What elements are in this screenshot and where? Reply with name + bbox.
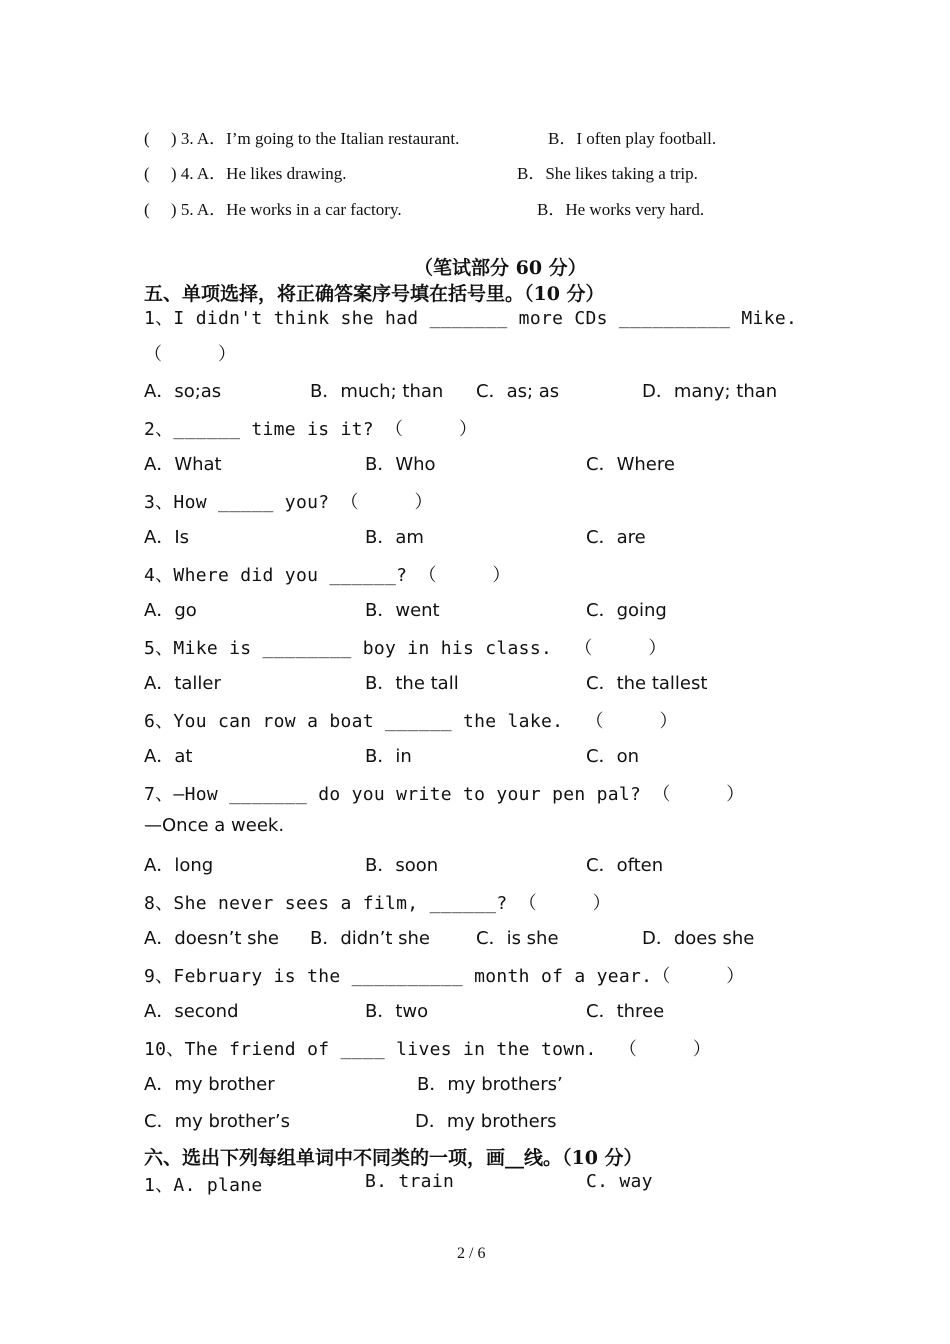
question-2: 2、______ time is it? （ ） — [144, 419, 478, 440]
question-6: 6、You can row a boat ______ the lake. （ ） — [144, 711, 678, 732]
q2-option-c: C．Where — [586, 454, 675, 475]
s6-q1-option-c: C. way — [586, 1171, 653, 1192]
section5-title: 五、单项选择，将正确答案序号填在括号里。（10 分） — [144, 283, 605, 305]
q1-option-c: C．as; as — [476, 381, 560, 402]
q5-option-c: C．the tallest — [586, 673, 708, 694]
q1-option-b: B．much; than — [310, 381, 444, 402]
q3-option-c: C．are — [586, 527, 646, 548]
listening-item-3-b: B．I often play football. — [548, 129, 717, 148]
q4-option-c: C．going — [586, 600, 667, 621]
q1-option-d: D．many; than — [642, 381, 778, 402]
question-4: 4、Where did you ______? （ ） — [144, 565, 511, 586]
s6-q1-option-b: B. train — [365, 1171, 455, 1192]
q9-option-b: B．two — [365, 1001, 429, 1022]
page-number: 2 / 6 — [457, 1245, 486, 1262]
q10-option-c: C．my brother’s — [144, 1111, 290, 1132]
q7-option-b: B．soon — [365, 855, 439, 876]
question-9: 9、February is the __________ month of a year.（ ） — [144, 966, 745, 987]
question-8: 8、She never sees a film, ______? （ ） — [144, 893, 611, 914]
q6-option-a: A．at — [144, 746, 193, 767]
q9-option-c: C．three — [586, 1001, 665, 1022]
question-3: 3、How _____ you? （ ） — [144, 492, 433, 513]
q4-option-a: A．go — [144, 600, 197, 621]
q10-option-d: D．my brothers — [415, 1111, 557, 1132]
q7-option-c: C．often — [586, 855, 664, 876]
q2-option-b: B．Who — [365, 454, 436, 475]
question-7: 7、—How _______ do you write to your pen pal? （ ） — [144, 784, 745, 805]
s6-q1-option-a: 1、A. plane — [144, 1175, 263, 1196]
q10-option-b: B．my brothers’ — [417, 1074, 563, 1095]
question-1-paren: （ ） — [144, 344, 237, 365]
q3-option-a: A．Is — [144, 527, 189, 548]
q8-option-b: B．didn’t she — [310, 928, 430, 949]
q6-option-b: B．in — [365, 746, 412, 767]
listening-item-4-a: ( ) 4. A．He likes drawing. — [144, 164, 347, 183]
q1-option-a: A．so;as — [144, 381, 222, 402]
question-1: 1、I didn't think she had _______ more CDs __________ Mike. — [144, 308, 798, 329]
listening-item-4-b: B．She likes taking a trip. — [517, 164, 698, 183]
q3-option-b: B．am — [365, 527, 424, 548]
q5-option-b: B．the tall — [365, 673, 459, 694]
q5-option-a: A．taller — [144, 673, 221, 694]
written-part-title: （笔试部分 60 分） — [414, 257, 587, 279]
q8-option-d: D．does she — [642, 928, 755, 949]
q8-option-c: C．is she — [476, 928, 559, 949]
question-5: 5、Mike is ________ boy in his class. （ ） — [144, 638, 667, 659]
q9-option-a: A．second — [144, 1001, 239, 1022]
listening-item-3-a: ( ) 3. A．I’m going to the Italian restaurant. — [144, 129, 460, 148]
q10-option-a: A．my brother — [144, 1074, 275, 1095]
q8-option-a: A．doesn’t she — [144, 928, 279, 949]
q7-option-a: A．long — [144, 855, 214, 876]
section6-title: 六、选出下列每组单词中不同类的一项，画__线。（10 分） — [144, 1147, 643, 1169]
q6-option-c: C．on — [586, 746, 639, 767]
q2-option-a: A．What — [144, 454, 222, 475]
listening-item-5-a: ( ) 5. A．He works in a car factory. — [144, 200, 402, 219]
listening-item-5-b: B．He works very hard. — [537, 200, 705, 219]
question-7-answer-line: —Once a week. — [144, 815, 285, 836]
q4-option-b: B．went — [365, 600, 440, 621]
question-10: 10、The friend of ____ lives in the town. （ ） — [144, 1039, 712, 1060]
